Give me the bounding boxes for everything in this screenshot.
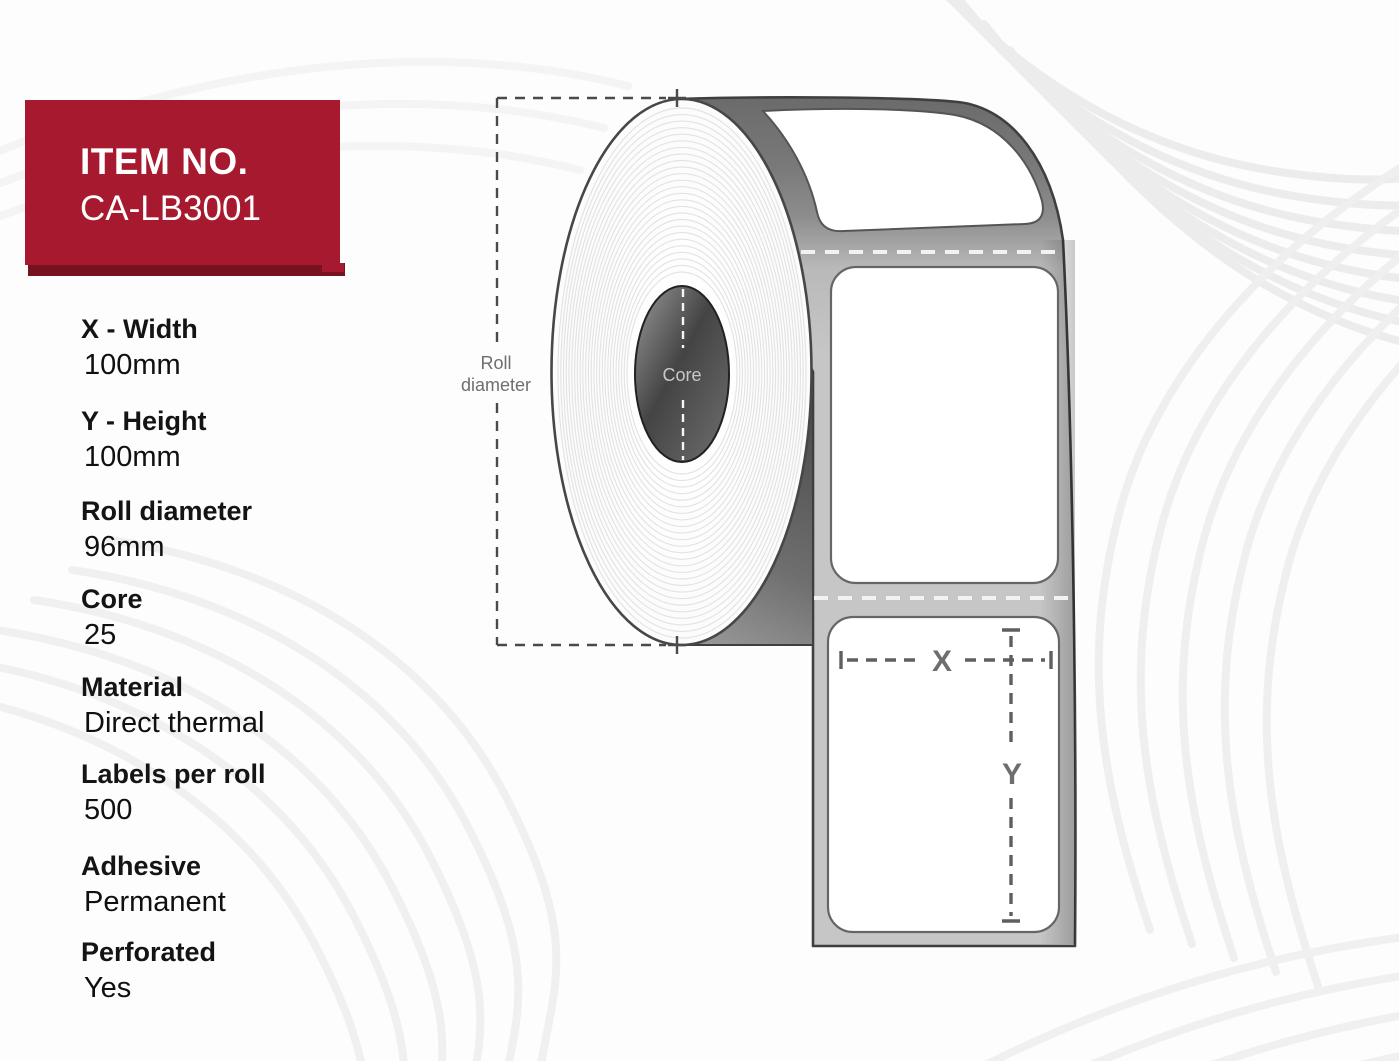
item-banner — [25, 100, 340, 265]
spec-item-x-width — [81, 313, 198, 383]
x-dimension-label: X — [931, 645, 953, 678]
spec-value: 25 — [84, 619, 117, 651]
spec-label: Y - Height — [81, 406, 207, 436]
spec-label: Adhesive — [81, 851, 202, 881]
roll-diameter-label: diameter — [460, 375, 532, 395]
y-dimension-label: Y — [1001, 758, 1023, 791]
spec-item-core — [81, 583, 143, 653]
spec-label: Material — [81, 672, 184, 702]
label-blank — [831, 267, 1058, 583]
spec-value: Direct thermal — [84, 707, 265, 739]
spec-label: Roll diameter — [81, 496, 253, 526]
spec-item-adhesive — [81, 850, 226, 920]
spec-item-roll-diameter — [81, 495, 252, 565]
spec-value: 100mm — [84, 441, 181, 473]
spec-label: Core — [81, 584, 143, 614]
spec-label: Labels per roll — [81, 759, 266, 789]
spec-value: 96mm — [84, 531, 165, 563]
item-no-value: CA-LB3001 — [80, 189, 261, 228]
spec-value: Permanent — [84, 886, 226, 918]
spec-label: Perforated — [81, 937, 217, 967]
core-label: Core — [662, 365, 702, 385]
roll-diameter-label: Roll — [480, 353, 512, 373]
spec-item-labels-per-roll — [81, 758, 266, 828]
roll-front-face — [552, 99, 812, 645]
banner-corner-step — [322, 263, 344, 272]
spec-value: 100mm — [84, 349, 181, 381]
spec-item-perforated — [81, 936, 216, 1006]
spec-value: Yes — [84, 972, 132, 1004]
spec-item-material — [81, 671, 265, 741]
spec-value: 500 — [84, 794, 133, 826]
item-no-heading: ITEM NO. — [80, 141, 249, 182]
spec-item-y-height — [81, 405, 207, 475]
spec-label: X - Width — [81, 314, 198, 344]
